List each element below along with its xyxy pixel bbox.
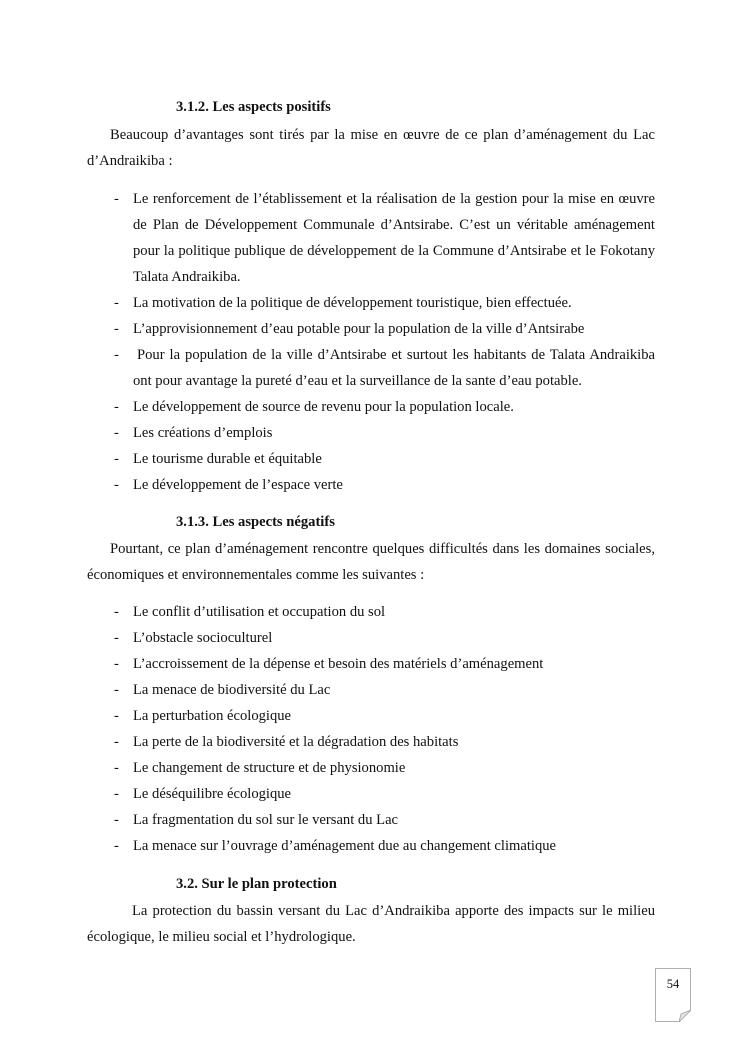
page-number-box [655,968,691,1022]
list-bullet: - [114,295,119,311]
list-bullet: - [114,838,119,854]
list-item [87,781,655,807]
list-item-line: de Plan de Développement Communale d’Antsirabe. C’est un véritable aménagement [133,217,655,233]
paragraph-line: Beaucoup d’avantages sont tirés par la mise en œuvre de ce plan d’aménagement du Lac [110,127,655,143]
heading-aspects-negatifs: 3.1.3. Les aspects négatifs [176,514,335,530]
list-item-line: Talata Andraikiba. [133,269,241,285]
paragraph-aspects-positifs-intro [87,122,655,174]
list-item-line: L’approvisionnement d’eau potable pour la population de la ville d’Antsirabe [133,321,585,337]
list-item-line: pour la politique publique de développement de la Commune d’Antsirabe et le Fokotany [133,243,655,259]
list-item-line: L’accroissement de la dépense et besoin des matériels d’aménagement [133,656,544,672]
heading-plan-protection: 3.2. Sur le plan protection [176,876,337,892]
list-item [87,729,655,755]
list-bullet: - [114,191,119,207]
list-bullet: - [114,347,119,363]
list-bullet: - [114,760,119,776]
page-curl-icon [679,1010,691,1022]
list-item-line: ont pour avantage la pureté d’eau et la surveillance de la sante d’eau potable. [133,373,582,389]
list-item [87,446,655,472]
list-bullet: - [114,451,119,467]
list-bullet: - [114,812,119,828]
list-item [87,186,655,290]
paragraph-line: La protection du bassin versant du Lac d’Andraikiba apporte des impacts sur le milieu [132,903,655,919]
list-item [87,703,655,729]
list-item-line: Le développement de l’espace verte [133,477,343,493]
list-item-line: La motivation de la politique de développement touristique, bien effectuée. [133,295,572,311]
paragraph-line: d’Andraikiba : [87,153,173,169]
list-item-line: La menace sur l’ouvrage d’aménagement due au changement climatique [133,838,557,854]
list-item-line: La perturbation écologique [133,708,292,724]
list-bullet: - [114,734,119,750]
heading-aspects-positifs: 3.1.2. Les aspects positifs [176,99,331,115]
list-item [87,807,655,833]
list-item [87,651,655,677]
list-item-line: La fragmentation du sol sur le versant du Lac [133,812,399,828]
list-item-line: L’obstacle socioculturel [133,630,273,646]
paragraph-line: économiques et environnementales comme les suivantes : [87,567,425,583]
list-item [87,625,655,651]
list-bullet: - [114,656,119,672]
list-item-line: Le renforcement de l’établissement et la réalisation de la gestion pour la mise en œuvre [133,191,655,207]
list-item [87,833,655,859]
list-item [87,316,655,342]
list-bullet: - [114,477,119,493]
list-item-line: Le tourisme durable et équitable [133,451,322,467]
list-item [87,755,655,781]
list-item [87,342,655,394]
list-item [87,677,655,703]
list-item [87,394,655,420]
list-item-line: Pour la population de la ville d’Antsirabe et surtout les habitants de Talata Andraikiba [137,347,655,363]
list-bullet: - [114,682,119,698]
list-bullet: - [114,708,119,724]
list-item [87,472,655,498]
paragraph-plan-protection-intro [87,898,655,950]
list-bullet: - [114,604,119,620]
list-item-line: La menace de biodiversité du Lac [133,682,331,698]
list-item-line: La perte de la biodiversité et la dégradation des habitats [133,734,459,750]
list-item-line: Le développement de source de revenu pour la population locale. [133,399,514,415]
list-item-line: Le déséquilibre écologique [133,786,292,802]
list-item [87,290,655,316]
list-aspects-positifs [87,186,655,498]
paragraph-line: écologique, le milieu social et l’hydrologique. [87,929,356,945]
list-item [87,599,655,625]
page-number: 54 [666,977,680,991]
list-bullet: - [114,321,119,337]
list-item-line: Le conflit d’utilisation et occupation du sol [133,604,386,620]
paragraph-line: Pourtant, ce plan d’aménagement rencontre quelques difficultés dans les domaines sociales, [110,541,655,557]
list-bullet: - [114,630,119,646]
list-bullet: - [114,399,119,415]
list-bullet: - [114,425,119,441]
list-item-line: Le changement de structure et de physionomie [133,760,406,776]
list-item [87,420,655,446]
list-aspects-negatifs [87,599,655,859]
list-bullet: - [114,786,119,802]
list-item-line: Les créations d’emplois [133,425,273,441]
paragraph-aspects-negatifs-intro [87,536,655,588]
